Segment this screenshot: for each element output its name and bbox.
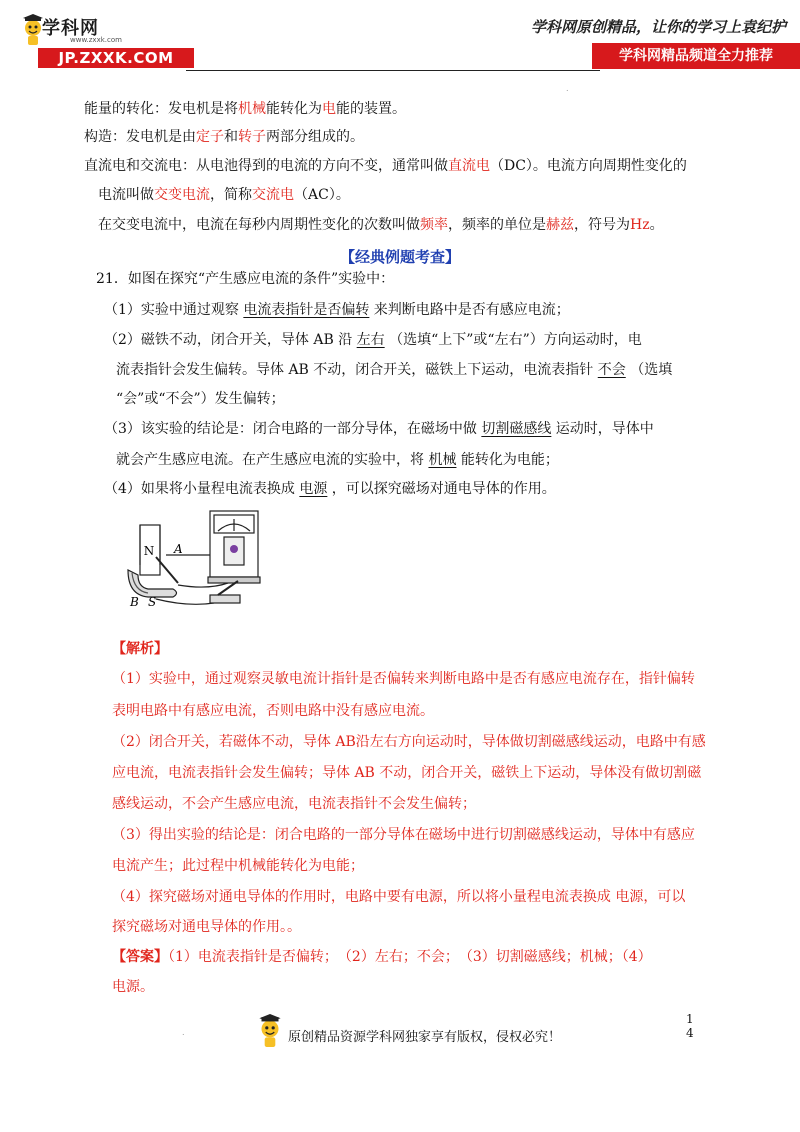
intro-p3a: 直流电和交流电：从电池得到的电流的方向不变，通常叫做直流电（DC）。电流方向周期性变化的 — [84, 158, 687, 174]
header-divider — [186, 70, 600, 71]
footer-copyright: 原创精品资源学科网独家享有版权，侵权必究！ — [288, 1030, 562, 1045]
question-part-2c: “会”或“不会”）发生偏转； — [116, 391, 285, 407]
answer-label: 【答案】 — [112, 949, 168, 965]
mascot-icon — [22, 14, 44, 46]
header-slogan: 学科网原创精品，让你的学习上袁纪护 — [530, 18, 786, 36]
logo-name: 学科网 — [42, 18, 99, 39]
speck: . — [182, 1028, 185, 1037]
page-number: 1 4 — [686, 1012, 694, 1040]
answer-blank: 左右 — [356, 332, 385, 348]
question-part-3a: （3）该实验的结论是：闭合电路的一部分导体，在磁场中做 切割磁感线 运动时，导体中 — [104, 421, 654, 437]
answer-line-2: 电源。 — [112, 979, 154, 995]
answer-blank: 不会 — [597, 362, 626, 378]
intro-p2: 构造：发电机是由定子和转子两部分组成的。 — [84, 129, 364, 145]
question-part-1: （1）实验中通过观察 电流表指针是否偏转 来判断电路中是否有感应电流； — [104, 302, 570, 318]
question-part-2a: （2）磁铁不动，闭合开关，导体 AB 沿 左右 （选填“上下”或“左右”）方向运动时，电 — [104, 332, 642, 348]
analysis-line: 应电流，电流表指针会发生偏转；导体 AB 不动，闭合开关，磁铁上下运动，导体没有做切割磁 — [112, 765, 702, 781]
question-part-3b: 就会产生感应电流。在产生感应电流的实验中，将 机械 能转化为电能； — [116, 452, 559, 468]
logo-subtitle: www.zxxk.com — [70, 36, 122, 44]
question-part-2b: 流表指针会发生偏转。导体 AB 不动，闭合开关，磁铁上下运动，电流表指针 不会 （选填 — [116, 362, 673, 378]
question-part-4: （4）如果将小量程电流表换成 电源 ，可以探究磁场对通电导体的作用。 — [104, 481, 556, 497]
site-logo — [22, 14, 187, 72]
answer-blank: 电流表指针是否偏转 — [243, 302, 370, 318]
mascot-icon — [258, 1014, 282, 1048]
analysis-line: （4）探究磁场对通电导体的作用时，电路中要有电源，所以将小量程电流表换成 电源，可以 — [112, 889, 686, 905]
figure-label-b: B — [130, 595, 139, 609]
header-banner: 学科网精品频道全力推荐 — [592, 43, 800, 69]
analysis-line: （1）实验中，通过观察灵敏电流计指针是否偏转来判断电路中是否有感应电流存在，指针偏转 — [112, 671, 695, 687]
figure-label-s: S — [148, 595, 157, 609]
intro-p1: 能量的转化：发电机是将机械能转化为电能的装置。 — [84, 101, 406, 117]
question-stem: 21．如图在探究“产生感应电流的条件”实验中： — [96, 271, 395, 287]
analysis-line: 电流产生；此过程中机械能转化为电能； — [112, 858, 364, 874]
speck: . — [566, 84, 569, 93]
experiment-figure — [118, 505, 268, 610]
figure-label-a: A — [174, 542, 183, 556]
analysis-line: 感线运动，不会产生感应电流，电流表指针不会发生偏转； — [112, 796, 476, 812]
answer-line: 【答案】（1）电流表指针是否偏转； （2）左右；不会； （3）切割磁感线；机械；（4） — [112, 949, 652, 965]
analysis-line: 探究磁场对通电导体的作用。。 — [112, 919, 301, 935]
figure-label-n: N — [143, 544, 155, 558]
intro-p4: 在交变电流中，电流在每秒内周期性变化的次数叫做频率，频率的单位是赫兹，符号为Hz。 — [98, 217, 664, 233]
analysis-line: （2）闭合开关，若磁体不动，导体 AB沿左右方向运动时，导体做切割磁感线运动，电路中有感 — [112, 734, 706, 750]
analysis-line: （3）得出实验的结论是：闭合电路的一部分导体在磁场中进行切割磁感线运动，导体中有感应 — [112, 827, 695, 843]
answer-blank: 机械 — [428, 452, 457, 468]
section-title: 【经典例题考查】 — [339, 248, 460, 266]
analysis-title: 【解析】 — [112, 641, 168, 657]
analysis-line: 表明电路中有感应电流，否则电路中没有感应电流。 — [112, 703, 434, 719]
logo-url: JP.ZXXK.COM — [38, 48, 194, 68]
answer-blank: 电源 — [299, 481, 328, 497]
intro-p3b: 电流叫做交变电流，简称交流电（AC）。 — [98, 187, 350, 203]
answer-blank: 切割磁感线 — [481, 421, 552, 437]
